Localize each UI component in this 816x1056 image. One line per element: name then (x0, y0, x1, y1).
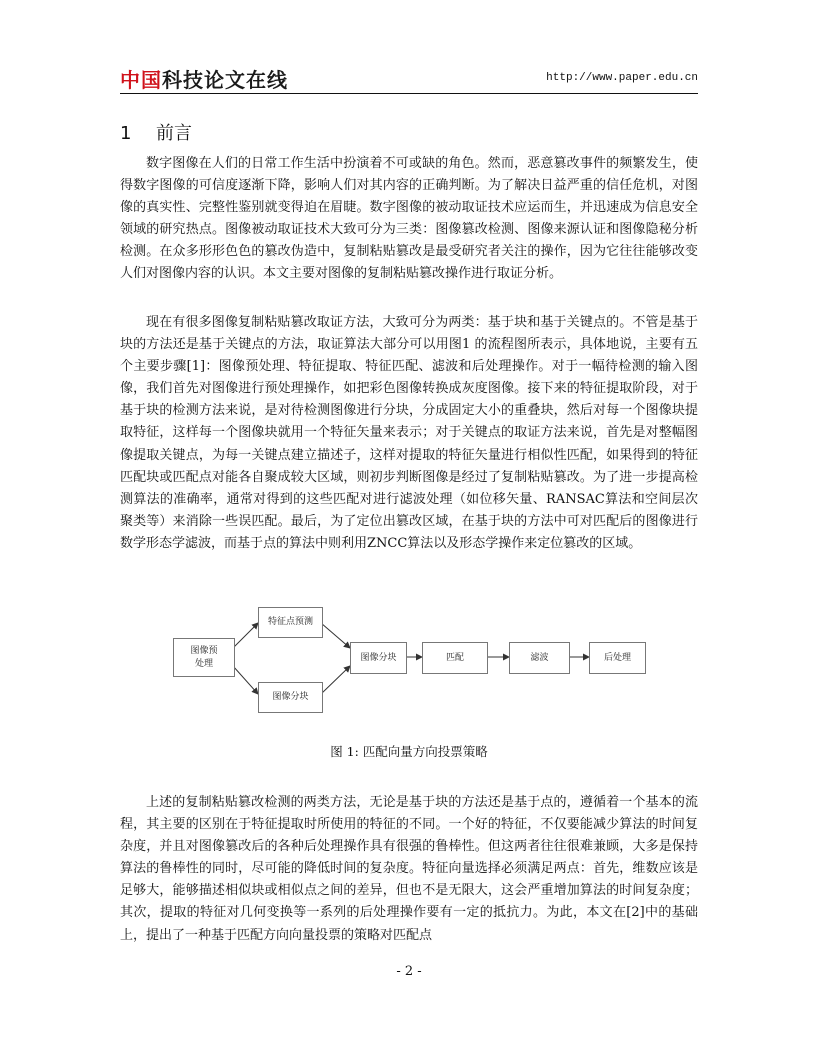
arrow-block-to-center (321, 666, 350, 694)
figure-caption: 图 1: 匹配向量方向投票策略 (330, 744, 488, 759)
page-number: - 2 - (396, 964, 422, 979)
flowchart-figure (150, 600, 670, 730)
section-heading (120, 119, 192, 145)
logo-red-text: 中国 (120, 68, 162, 92)
paragraph-3: 上述的复制粘贴篡改检测的两类方法，无论是基于块的方法还是基于点的，遵循着一个基本的流程，其主要的区别在于特征提取时所使用的特征的不同。一个好的特征，不仅要能减少算法的时间复杂度，并且对图像篡改后的各种后处理操作具有很强的鲁棒性。但这两者往往很难兼顾，大多是保持算法的鲁棒性的同时，尽可能的降低时间的复杂度。特征向量选择必须满足两点：首先，维数应该是足够大，能够描述相似块或相似点之间的差异，但也不是无限大，这会严重增加算法的时间复杂度；其次，提取的特征对几何变换等一系列的后处理操作要有一定的抵抗力。为此，本文在[2]中的基础上，提出了一种基于匹配方向向量投票的策略对匹配点 (120, 795, 698, 943)
box-filter: 滤波 (509, 642, 570, 674)
header-url[interactable]: http://www.paper.edu.cn (546, 72, 698, 84)
header-rule (120, 93, 698, 94)
journal-logo (120, 64, 288, 93)
box-image-preprocess: 图像预 处理 (173, 638, 235, 677)
box-keypoint-prediction: 特征点预测 (258, 607, 323, 638)
arrow-keypoint-to-center (321, 623, 350, 648)
logo-black-text: 科技论文在线 (162, 68, 288, 92)
paragraph-1: 数字图像在人们的日常工作生活中扮演着不可或缺的角色。然而，恶意篡改事件的频繁发生，使得数字图像的可信度逐渐下降，影响人们对其内容的正确判断。为了解决日益严重的信任危机，对图像的真实性、完整性鉴别就变得迫在眉睫。数字图像的被动取证技术应运而生，并迅速成为信息安全领域的研究热点。图像被动取证技术大致可分为三类：图像篡改检测、图像来源认证和图像隐秘分析检测。在众多形形色色的篡改伪造中，复制粘贴篡改是最受研究者关注的操作，因为它往往能够改变人们对图像内容的认识。本文主要对图像的复制粘贴篡改操作进行取证分析。 (120, 156, 698, 282)
arrow-pre-to-block (233, 666, 258, 694)
box-image-block-lower: 图像分块 (258, 682, 323, 713)
arrow-pre-to-keypoint (233, 623, 258, 648)
box-postprocess: 后处理 (589, 642, 646, 674)
section-number: 1 (120, 123, 132, 144)
paragraph-2: 现在有很多图像复制粘贴篡改取证方法，大致可分为两类：基于块和基于关键点的。不管是基于块的方法还是基于关键点的方法，取证算法大部分可以用图1 的流程图所表示，具体地说，主要有五个主要步骤[1]：图像预处理、特征提取、特征匹配、滤波和后处理操作。对于一幅待检测的输入图像，我们首先对图像进行预处理操作，如把彩色图像转换成灰度图像。接下来的特征提取阶段，对于基于块的检测方法来说，是对待检测图像进行分块，分成固定大小的重叠块，然后对每一个图像块提取特征，这样每一个图像块就用一个特征矢量来表示；对于关键点的取证方法来说，首先是对整幅图像提取关键点，为每一关键点建立描述子，这样对提取的特征矢量进行相似性匹配，如果得到的特征匹配块或匹配点对能各自聚成较大区域，则初步判断图像是经过了复制粘贴篡改。为了进一步提高检测算法的准确率，通常对得到的这些匹配对进行滤波处理（如位移矢量、RANSAC算法和空间层次聚类等）来消除一些误匹配。最后，为了定位出篡改区域，在基于块的方法中可对匹配后的图像进行数学形态学滤波，而基于点的算法中则利用ZNCC算法以及形态学操作来定位篡改的区域。 (120, 315, 698, 551)
page-header (120, 62, 698, 92)
box-match: 匹配 (422, 642, 488, 674)
box-image-block-center: 图像分块 (350, 642, 407, 674)
section-title: 前言 (156, 123, 192, 144)
